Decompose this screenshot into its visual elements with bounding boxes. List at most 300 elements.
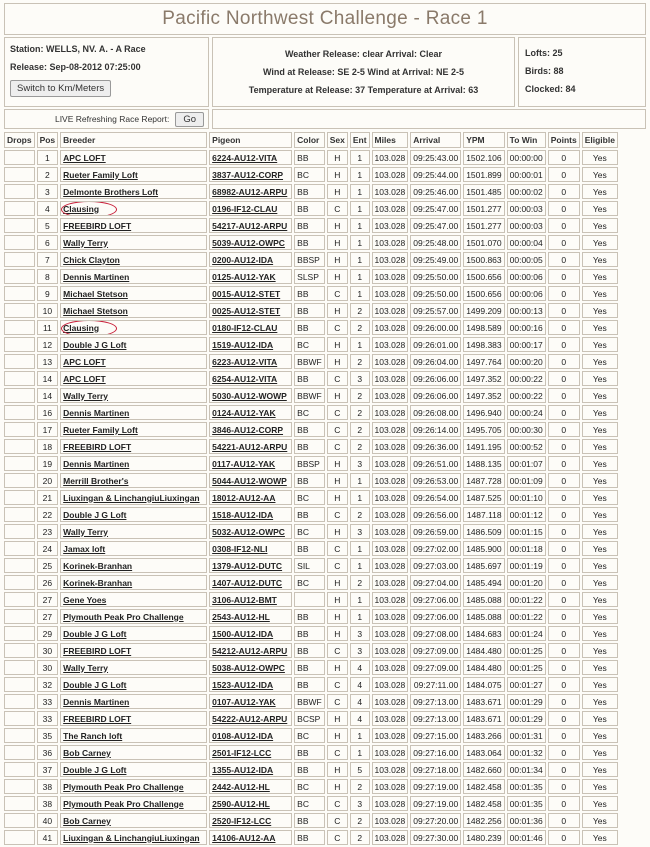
table-row bbox=[4, 626, 618, 641]
cell-breeder bbox=[60, 728, 207, 743]
pigeon-link[interactable]: 2442-AU12-HL bbox=[212, 781, 270, 792]
cell-pos: 10 bbox=[37, 303, 59, 318]
cell-arrival: 09:25:46.00 bbox=[410, 184, 461, 199]
cell-eligible: Yes bbox=[582, 524, 618, 539]
breeder-link[interactable]: Korinek-Branhan bbox=[63, 560, 133, 571]
cell-pigeon bbox=[209, 150, 292, 165]
cell-pigeon bbox=[209, 371, 292, 386]
cell-arrival: 09:26:06.00 bbox=[410, 371, 461, 386]
station-panel bbox=[4, 37, 209, 107]
pigeon-link[interactable]: 0200-AU12-IDA bbox=[212, 254, 274, 265]
pigeon-link[interactable]: 54212-AU12-ARPU bbox=[212, 645, 288, 656]
cell-color: BC bbox=[294, 779, 325, 794]
cell-color: BB bbox=[294, 286, 325, 301]
cell-ent: 2 bbox=[350, 388, 370, 403]
cell-miles: 103.028 bbox=[372, 218, 409, 233]
weather-line: Weather Release: clear Arrival: Clear bbox=[284, 49, 443, 59]
cell-ypm: 1500.656 bbox=[463, 286, 504, 301]
cell-sex: H bbox=[327, 592, 348, 607]
breeder-link[interactable]: APC LOFT bbox=[63, 373, 106, 384]
cell-pos: 30 bbox=[37, 643, 59, 658]
cell-miles: 103.028 bbox=[372, 303, 409, 318]
pigeon-link[interactable]: 14106-AU12-AA bbox=[212, 832, 276, 843]
pigeon-link[interactable]: 54221-AU12-ARPU bbox=[212, 441, 288, 452]
cell-pigeon bbox=[209, 235, 292, 250]
cell-eligible: Yes bbox=[582, 388, 618, 403]
cell-to-win: 00:01:18 bbox=[507, 541, 546, 556]
cell-points: 0 bbox=[548, 405, 580, 420]
station-label: Station: WELLS, NV. A. - A Race bbox=[10, 44, 146, 54]
cell-points: 0 bbox=[548, 473, 580, 488]
table-row bbox=[4, 643, 618, 658]
cell-ent: 2 bbox=[350, 575, 370, 590]
breeder-link[interactable]: Dennis Martinen bbox=[63, 407, 130, 418]
cell-breeder bbox=[60, 388, 207, 403]
pigeon-link[interactable]: 0180-IF12-CLAU bbox=[212, 322, 278, 333]
cell-ent: 1 bbox=[350, 184, 370, 199]
cell-to-win: 00:01:35 bbox=[507, 796, 546, 811]
cell-miles: 103.028 bbox=[372, 286, 409, 301]
cell-to-win: 00:01:10 bbox=[507, 490, 546, 505]
clocked-count: Clocked: 84 bbox=[525, 84, 576, 94]
cell-pos: 19 bbox=[37, 456, 59, 471]
cell-eligible: Yes bbox=[582, 337, 618, 352]
cell-pos: 27 bbox=[37, 609, 59, 624]
cell-pos: 22 bbox=[37, 507, 59, 522]
cell-ent: 2 bbox=[350, 813, 370, 828]
breeder-link[interactable]: Plymouth Peak Pro Challenge bbox=[63, 611, 184, 622]
pigeon-link[interactable]: 0308-IF12-NLI bbox=[212, 543, 268, 554]
cell-drops bbox=[4, 473, 35, 488]
live-report-label: LIVE Refreshing Race Report: bbox=[54, 114, 170, 124]
cell-to-win: 00:01:29 bbox=[507, 694, 546, 709]
breeder-link[interactable]: Delmonte Brothers Loft bbox=[63, 186, 159, 197]
cell-drops bbox=[4, 439, 35, 454]
cell-points: 0 bbox=[548, 592, 580, 607]
column-header-eligible: Eligible bbox=[582, 132, 618, 148]
cell-color: BC bbox=[294, 337, 325, 352]
cell-eligible: Yes bbox=[582, 167, 618, 182]
cell-pos: 13 bbox=[37, 354, 59, 369]
pigeon-link[interactable]: 0124-AU12-YAK bbox=[212, 407, 276, 418]
cell-pos: 9 bbox=[37, 286, 59, 301]
pigeon-link[interactable]: 3837-AU12-CORP bbox=[212, 169, 284, 180]
cell-to-win: 00:01:35 bbox=[507, 779, 546, 794]
cell-miles: 103.028 bbox=[372, 575, 409, 590]
cell-ypm: 1484.075 bbox=[463, 677, 504, 692]
cell-drops bbox=[4, 150, 35, 165]
cell-eligible: Yes bbox=[582, 371, 618, 386]
cell-color: BBWF bbox=[294, 388, 325, 403]
pigeon-link[interactable]: 18012-AU12-AA bbox=[212, 492, 276, 503]
pigeon-link[interactable]: 2590-AU12-HL bbox=[212, 798, 270, 809]
cell-eligible: Yes bbox=[582, 439, 618, 454]
release-label: Release: Sep-08-2012 07:25:00 bbox=[10, 62, 141, 72]
cell-color: BBWF bbox=[294, 354, 325, 369]
cell-ypm: 1483.671 bbox=[463, 694, 504, 709]
breeder-link[interactable]: The Ranch loft bbox=[63, 730, 123, 741]
table-row bbox=[4, 218, 618, 233]
cell-pigeon bbox=[209, 694, 292, 709]
cell-pigeon bbox=[209, 728, 292, 743]
cell-ypm: 1500.863 bbox=[463, 252, 504, 267]
cell-ypm: 1487.728 bbox=[463, 473, 504, 488]
cell-arrival: 09:25:50.00 bbox=[410, 286, 461, 301]
cell-breeder bbox=[60, 813, 207, 828]
cell-sex: C bbox=[327, 405, 348, 420]
cell-pos: 4 bbox=[37, 201, 59, 216]
breeder-link[interactable]: Merrill Brother's bbox=[63, 475, 129, 486]
cell-points: 0 bbox=[548, 490, 580, 505]
cell-ent: 2 bbox=[350, 320, 370, 335]
cell-breeder bbox=[60, 660, 207, 675]
cell-pos: 26 bbox=[37, 575, 59, 590]
cell-sex: H bbox=[327, 269, 348, 284]
breeder-link[interactable]: Liuxingan & LinchangiuLiuxingan bbox=[63, 832, 200, 843]
cell-breeder bbox=[60, 303, 207, 318]
cell-drops bbox=[4, 524, 35, 539]
cell-color: BB bbox=[294, 541, 325, 556]
cell-arrival: 09:27:04.00 bbox=[410, 575, 461, 590]
cell-pos: 38 bbox=[37, 779, 59, 794]
temperature-line: Temperature at Release: 37 Temperature at Arrival: 63 bbox=[248, 85, 479, 95]
cell-arrival: 09:25:57.00 bbox=[410, 303, 461, 318]
cell-ypm: 1487.118 bbox=[463, 507, 504, 522]
pigeon-link[interactable]: 5044-AU12-WOWP bbox=[212, 475, 287, 486]
breeder-link[interactable]: Double J G Loft bbox=[63, 509, 127, 520]
pigeon-link[interactable]: 0025-AU12-STET bbox=[212, 305, 281, 316]
pigeon-link[interactable]: 5032-AU12-OWPC bbox=[212, 526, 285, 537]
cell-arrival: 09:26:08.00 bbox=[410, 405, 461, 420]
cell-miles: 103.028 bbox=[372, 745, 409, 760]
cell-breeder bbox=[60, 422, 207, 437]
cell-eligible: Yes bbox=[582, 286, 618, 301]
birds-count: Birds: 88 bbox=[525, 66, 564, 76]
cell-pigeon bbox=[209, 524, 292, 539]
cell-breeder bbox=[60, 762, 207, 777]
cell-ypm: 1491.195 bbox=[463, 439, 504, 454]
cell-pigeon bbox=[209, 626, 292, 641]
breeder-link[interactable]: Jamax loft bbox=[63, 543, 106, 554]
cell-pos: 36 bbox=[37, 745, 59, 760]
breeder-link[interactable]: Rueter Family Loft bbox=[63, 169, 138, 180]
cell-eligible: Yes bbox=[582, 626, 618, 641]
cell-drops bbox=[4, 235, 35, 250]
breeder-link[interactable]: Double J G Loft bbox=[63, 679, 127, 690]
cell-points: 0 bbox=[548, 711, 580, 726]
cell-ypm: 1485.697 bbox=[463, 558, 504, 573]
cell-ypm: 1501.070 bbox=[463, 235, 504, 250]
cell-ent: 5 bbox=[350, 762, 370, 777]
table-row bbox=[4, 235, 618, 250]
cell-pigeon bbox=[209, 575, 292, 590]
cell-ent: 3 bbox=[350, 796, 370, 811]
cell-miles: 103.028 bbox=[372, 762, 409, 777]
breeder-link[interactable]: Plymouth Peak Pro Challenge bbox=[63, 781, 184, 792]
breeder-link[interactable]: Michael Stetson bbox=[63, 288, 128, 299]
breeder-link[interactable]: Gene Yoes bbox=[63, 594, 107, 605]
lofts-count: Lofts: 25 bbox=[525, 48, 563, 58]
pigeon-link[interactable]: 1519-AU12-IDA bbox=[212, 339, 274, 350]
cell-drops bbox=[4, 626, 35, 641]
cell-color: SLSP bbox=[294, 269, 325, 284]
cell-pigeon bbox=[209, 388, 292, 403]
cell-breeder bbox=[60, 286, 207, 301]
cell-points: 0 bbox=[548, 660, 580, 675]
pigeon-link[interactable]: 1518-AU12-IDA bbox=[212, 509, 274, 520]
pigeon-link[interactable]: 6254-AU12-VITA bbox=[212, 373, 278, 384]
pigeon-link[interactable]: 5038-AU12-OWPC bbox=[212, 662, 285, 673]
cell-pigeon bbox=[209, 745, 292, 760]
cell-to-win: 00:00:01 bbox=[507, 167, 546, 182]
table-row bbox=[4, 728, 618, 743]
breeder-link[interactable]: FREEBIRD LOFT bbox=[63, 441, 132, 452]
cell-ent: 3 bbox=[350, 626, 370, 641]
cell-ypm: 1483.266 bbox=[463, 728, 504, 743]
cell-eligible: Yes bbox=[582, 201, 618, 216]
cell-miles: 103.028 bbox=[372, 609, 409, 624]
breeder-link[interactable]: APC LOFT bbox=[63, 356, 106, 367]
cell-color: BB bbox=[294, 235, 325, 250]
breeder-link[interactable]: Bob Carney bbox=[63, 815, 111, 826]
breeder-link[interactable]: Korinek-Branhan bbox=[63, 577, 133, 588]
cell-drops bbox=[4, 677, 35, 692]
breeder-link[interactable]: Dennis Martinen bbox=[63, 696, 130, 707]
cell-pos: 38 bbox=[37, 796, 59, 811]
cell-miles: 103.028 bbox=[372, 388, 409, 403]
cell-points: 0 bbox=[548, 286, 580, 301]
cell-ent: 2 bbox=[350, 405, 370, 420]
pigeon-link[interactable]: 1355-AU12-IDA bbox=[212, 764, 274, 775]
cell-ypm: 1480.239 bbox=[463, 830, 504, 845]
pigeon-link[interactable]: 5039-AU12-OWPC bbox=[212, 237, 285, 248]
cell-to-win: 00:00:16 bbox=[507, 320, 546, 335]
cell-breeder bbox=[60, 439, 207, 454]
breeder-link[interactable]: Liuxingan & LinchangiuLiuxingan bbox=[63, 492, 200, 503]
cell-to-win: 00:01:25 bbox=[507, 643, 546, 658]
pigeon-link[interactable]: 0108-AU12-IDA bbox=[212, 730, 274, 741]
pigeon-link[interactable]: 1500-AU12-IDA bbox=[212, 628, 274, 639]
weather-panel bbox=[212, 37, 515, 107]
breeder-link[interactable]: Michael Stetson bbox=[63, 305, 128, 316]
cell-arrival: 09:25:49.00 bbox=[410, 252, 461, 267]
cell-ypm: 1502.106 bbox=[463, 150, 504, 165]
pigeon-link[interactable]: 0015-AU12-STET bbox=[212, 288, 281, 299]
cell-points: 0 bbox=[548, 337, 580, 352]
pigeon-link[interactable]: 1523-AU12-IDA bbox=[212, 679, 274, 690]
cell-miles: 103.028 bbox=[372, 371, 409, 386]
hand-drawn-circle bbox=[61, 320, 117, 335]
breeder-link[interactable]: Rueter Family Loft bbox=[63, 424, 138, 435]
cell-arrival: 09:25:47.00 bbox=[410, 218, 461, 233]
cell-sex: H bbox=[327, 388, 348, 403]
cell-eligible: Yes bbox=[582, 473, 618, 488]
cell-drops bbox=[4, 779, 35, 794]
breeder-link[interactable]: Chick Clayton bbox=[63, 254, 120, 265]
pigeon-link[interactable]: 1407-AU12-DUTC bbox=[212, 577, 283, 588]
pigeon-link[interactable]: 2520-IF12-LCC bbox=[212, 815, 272, 826]
cell-arrival: 09:27:09.00 bbox=[410, 660, 461, 675]
cell-arrival: 09:25:43.00 bbox=[410, 150, 461, 165]
cell-eligible: Yes bbox=[582, 660, 618, 675]
cell-breeder bbox=[60, 490, 207, 505]
breeder-link[interactable]: Double J G Loft bbox=[63, 764, 127, 775]
breeder-link[interactable]: Clausing bbox=[63, 322, 100, 333]
breeder-link[interactable]: Wally Terry bbox=[63, 662, 109, 673]
cell-breeder bbox=[60, 337, 207, 352]
cell-pigeon bbox=[209, 473, 292, 488]
cell-pigeon bbox=[209, 218, 292, 233]
cell-drops bbox=[4, 303, 35, 318]
cell-color: BB bbox=[294, 745, 325, 760]
cell-to-win: 00:01:31 bbox=[507, 728, 546, 743]
pigeon-link[interactable]: 0117-AU12-YAK bbox=[212, 458, 276, 469]
cell-miles: 103.028 bbox=[372, 235, 409, 250]
pigeon-link[interactable]: 0196-IF12-CLAU bbox=[212, 203, 278, 214]
breeder-link[interactable]: Wally Terry bbox=[63, 526, 109, 537]
breeder-link[interactable]: Plymouth Peak Pro Challenge bbox=[63, 798, 184, 809]
cell-eligible: Yes bbox=[582, 218, 618, 233]
cell-miles: 103.028 bbox=[372, 660, 409, 675]
cell-miles: 103.028 bbox=[372, 558, 409, 573]
breeder-link[interactable]: Wally Terry bbox=[63, 237, 109, 248]
cell-to-win: 00:01:07 bbox=[507, 456, 546, 471]
cell-points: 0 bbox=[548, 575, 580, 590]
cell-color: BC bbox=[294, 796, 325, 811]
cell-pos: 30 bbox=[37, 660, 59, 675]
cell-drops bbox=[4, 830, 35, 845]
breeder-link[interactable]: Clausing bbox=[63, 203, 100, 214]
cell-points: 0 bbox=[548, 167, 580, 182]
switch-units-button[interactable]: Switch to Km/Meters bbox=[10, 80, 111, 97]
cell-arrival: 09:26:04.00 bbox=[410, 354, 461, 369]
cell-arrival: 09:26:51.00 bbox=[410, 456, 461, 471]
pigeon-link[interactable]: 3846-AU12-CORP bbox=[212, 424, 284, 435]
breeder-link[interactable]: Bob Carney bbox=[63, 747, 111, 758]
cell-arrival: 09:26:59.00 bbox=[410, 524, 461, 539]
table-row bbox=[4, 524, 618, 539]
pigeon-link[interactable]: 5030-AU12-WOWP bbox=[212, 390, 287, 401]
cell-miles: 103.028 bbox=[372, 694, 409, 709]
cell-pos: 1 bbox=[37, 150, 59, 165]
cell-miles: 103.028 bbox=[372, 524, 409, 539]
cell-points: 0 bbox=[548, 626, 580, 641]
race-info bbox=[4, 37, 646, 107]
cell-to-win: 00:00:02 bbox=[507, 184, 546, 199]
pigeon-link[interactable]: 1379-AU12-DUTC bbox=[212, 560, 283, 571]
breeder-link[interactable]: FREEBIRD LOFT bbox=[63, 220, 132, 231]
cell-color: BB bbox=[294, 762, 325, 777]
cell-points: 0 bbox=[548, 541, 580, 556]
pigeon-link[interactable]: 0107-AU12-YAK bbox=[212, 696, 276, 707]
cell-pigeon bbox=[209, 405, 292, 420]
cell-color: BB bbox=[294, 303, 325, 318]
cell-pos: 3 bbox=[37, 184, 59, 199]
cell-to-win: 00:01:29 bbox=[507, 711, 546, 726]
breeder-link[interactable]: FREEBIRD LOFT bbox=[63, 645, 132, 656]
breeder-link[interactable]: Dennis Martinen bbox=[63, 271, 130, 282]
pigeon-link[interactable]: 0125-AU12-YAK bbox=[212, 271, 276, 282]
go-button[interactable]: Go bbox=[175, 112, 204, 127]
cell-to-win: 00:00:22 bbox=[507, 371, 546, 386]
cell-miles: 103.028 bbox=[372, 201, 409, 216]
cell-arrival: 09:26:36.00 bbox=[410, 439, 461, 454]
cell-color: BB bbox=[294, 507, 325, 522]
cell-eligible: Yes bbox=[582, 592, 618, 607]
cell-to-win: 00:01:32 bbox=[507, 745, 546, 760]
cell-to-win: 00:00:06 bbox=[507, 269, 546, 284]
cell-breeder bbox=[60, 677, 207, 692]
cell-sex: H bbox=[327, 354, 348, 369]
cell-arrival: 09:27:20.00 bbox=[410, 813, 461, 828]
breeder-link[interactable]: Wally Terry bbox=[63, 390, 109, 401]
pigeon-link[interactable]: 6224-AU12-VITA bbox=[212, 152, 278, 163]
pigeon-link[interactable]: 68982-AU12-ARPU bbox=[212, 186, 288, 197]
cell-ypm: 1487.525 bbox=[463, 490, 504, 505]
cell-eligible: Yes bbox=[582, 405, 618, 420]
breeder-link[interactable]: FREEBIRD LOFT bbox=[63, 713, 132, 724]
breeder-link[interactable]: Double J G Loft bbox=[63, 339, 127, 350]
cell-color: SIL bbox=[294, 558, 325, 573]
cell-eligible: Yes bbox=[582, 677, 618, 692]
cell-ent: 3 bbox=[350, 643, 370, 658]
pigeon-link[interactable]: 6223-AU12-VITA bbox=[212, 356, 278, 367]
cell-eligible: Yes bbox=[582, 303, 618, 318]
pigeon-link[interactable]: 3106-AU12-BMT bbox=[212, 594, 277, 605]
pigeon-link[interactable]: 54222-AU12-ARPU bbox=[212, 713, 288, 724]
cell-pigeon bbox=[209, 201, 292, 216]
cell-color: BB bbox=[294, 830, 325, 845]
cell-ent: 3 bbox=[350, 524, 370, 539]
cell-pos: 7 bbox=[37, 252, 59, 267]
cell-breeder bbox=[60, 252, 207, 267]
cell-drops bbox=[4, 745, 35, 760]
cell-breeder bbox=[60, 626, 207, 641]
pigeon-link[interactable]: 2543-AU12-HL bbox=[212, 611, 270, 622]
cell-pos: 8 bbox=[37, 269, 59, 284]
cell-sex: H bbox=[327, 728, 348, 743]
cell-pigeon bbox=[209, 677, 292, 692]
breeder-link[interactable]: Double J G Loft bbox=[63, 628, 127, 639]
cell-color: BB bbox=[294, 677, 325, 692]
breeder-link[interactable]: Dennis Martinen bbox=[63, 458, 130, 469]
cell-sex: C bbox=[327, 677, 348, 692]
pigeon-link[interactable]: 54217-AU12-ARPU bbox=[212, 220, 288, 231]
cell-color bbox=[294, 592, 325, 607]
cell-sex: H bbox=[327, 524, 348, 539]
breeder-link[interactable]: APC LOFT bbox=[63, 152, 106, 163]
cell-ent: 3 bbox=[350, 371, 370, 386]
cell-color: BB bbox=[294, 813, 325, 828]
cell-points: 0 bbox=[548, 320, 580, 335]
cell-miles: 103.028 bbox=[372, 490, 409, 505]
table-row bbox=[4, 677, 618, 692]
cell-ypm: 1497.764 bbox=[463, 354, 504, 369]
column-header-points: Points bbox=[548, 132, 580, 148]
cell-pos: 14 bbox=[37, 388, 59, 403]
cell-ent: 1 bbox=[350, 286, 370, 301]
column-header-pos: Pos bbox=[37, 132, 59, 148]
cell-arrival: 09:27:19.00 bbox=[410, 779, 461, 794]
table-row bbox=[4, 286, 618, 301]
table-row bbox=[4, 422, 618, 437]
pigeon-link[interactable]: 2501-IF12-LCC bbox=[212, 747, 272, 758]
cell-drops bbox=[4, 711, 35, 726]
cell-sex: H bbox=[327, 490, 348, 505]
cell-pigeon bbox=[209, 303, 292, 318]
cell-drops bbox=[4, 796, 35, 811]
cell-breeder bbox=[60, 184, 207, 199]
